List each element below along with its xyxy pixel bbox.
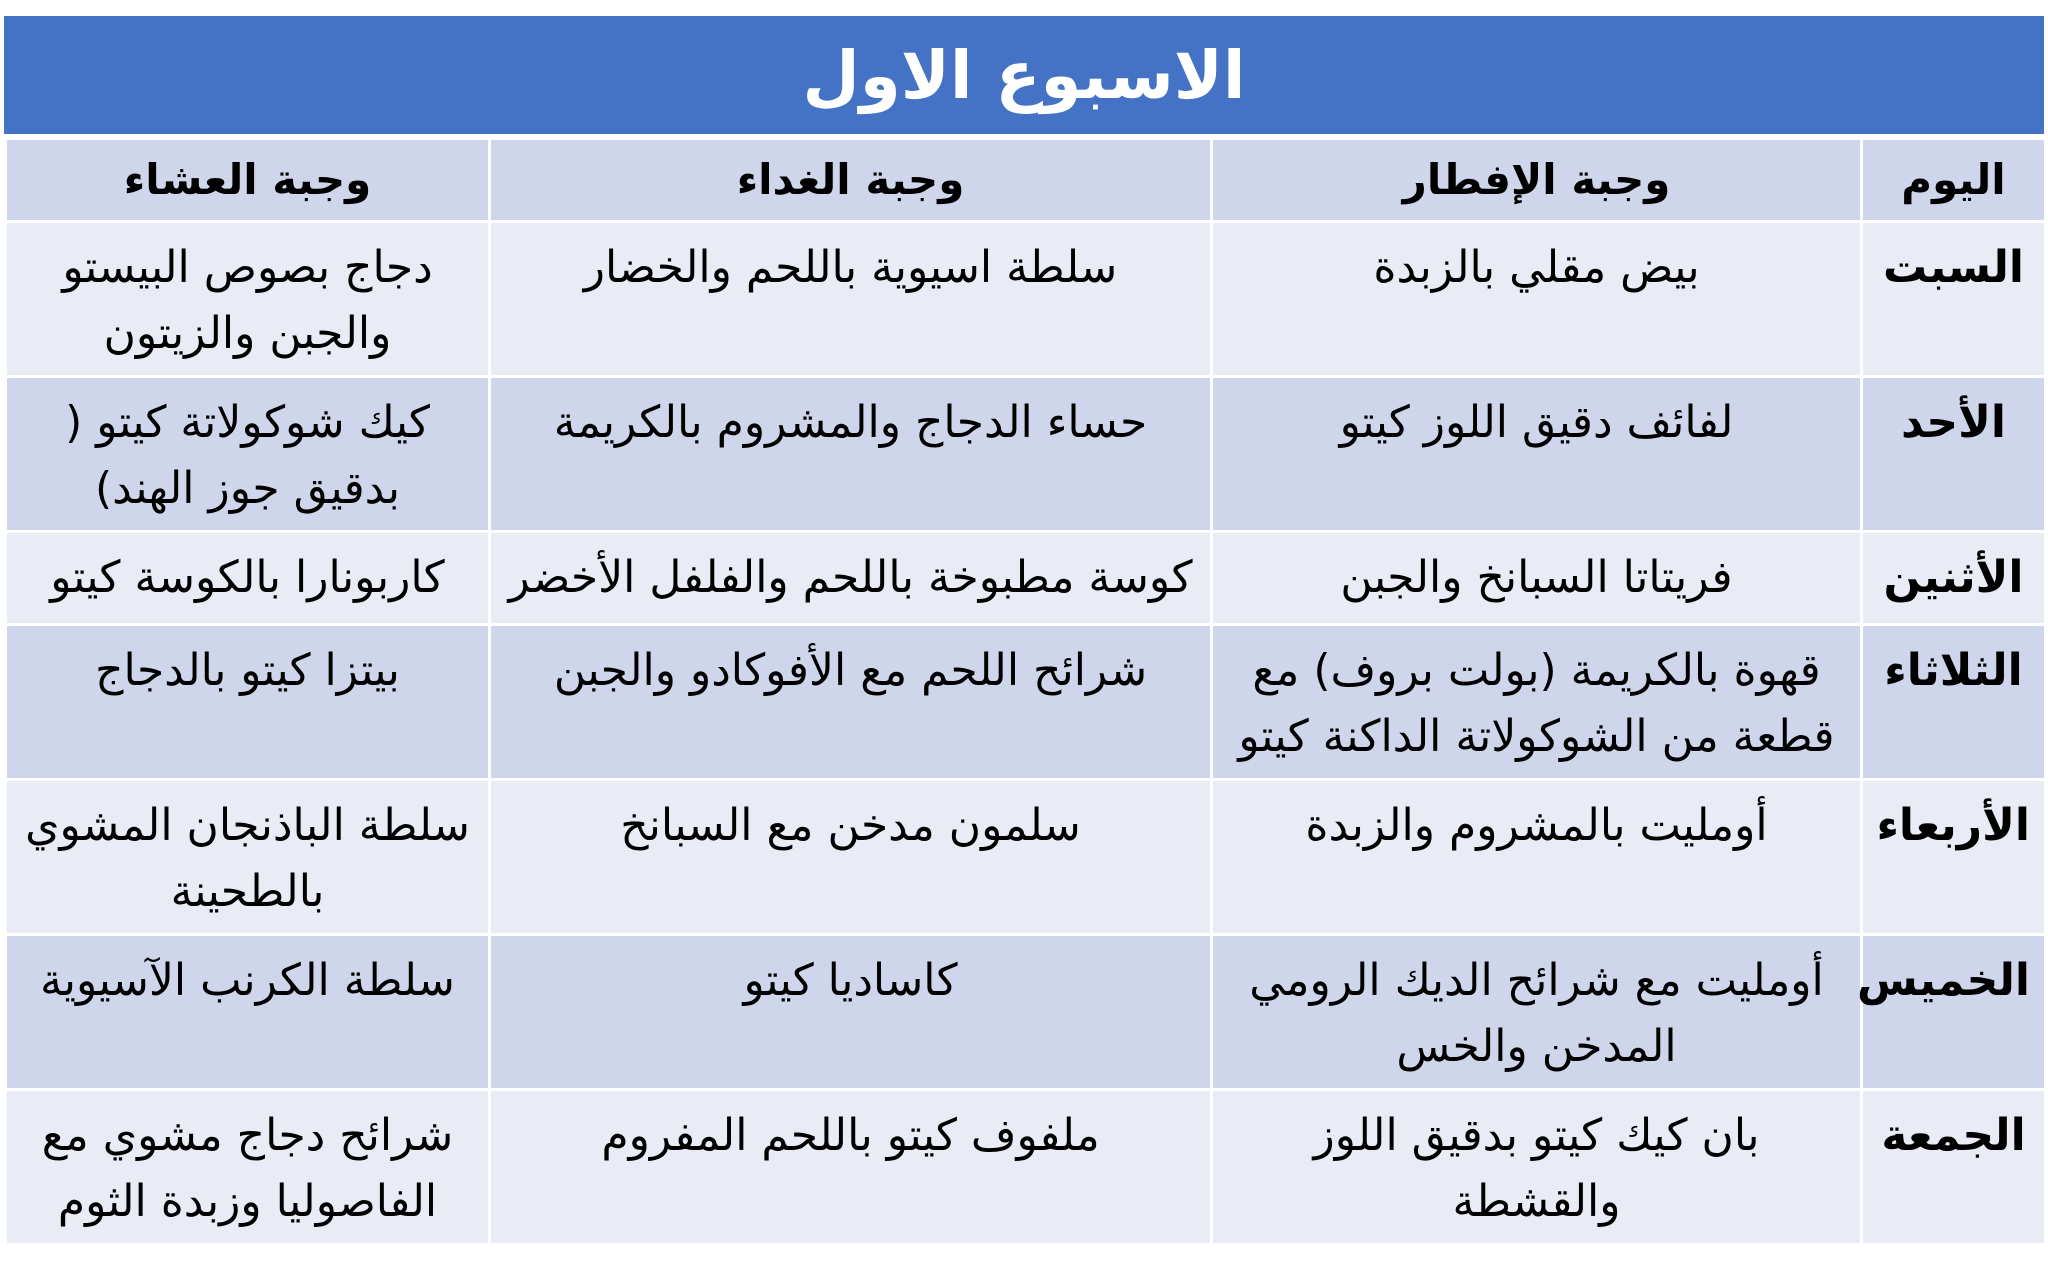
meal-plan — [4, 16, 2044, 1246]
lunch-cell: سلمون مدخن مع السبانخ — [490, 780, 1212, 935]
lunch-cell: ملفوف كيتو باللحم المفروم — [490, 1090, 1212, 1245]
breakfast-cell: فريتاتا السبانخ والجبن — [1212, 532, 1862, 625]
breakfast-cell: أومليت بالمشروم والزبدة — [1212, 780, 1862, 935]
day-cell: الأحد — [1862, 377, 2046, 532]
header-breakfast: وجبة الإفطار — [1212, 139, 1862, 222]
day-cell: الجمعة — [1862, 1090, 2046, 1245]
table-row — [6, 1090, 2046, 1245]
header-day: اليوم — [1862, 139, 2046, 222]
day-cell: الأربعاء — [1862, 780, 2046, 935]
table-row — [6, 780, 2046, 935]
dinner-cell: سلطة الكرنب الآسيوية — [6, 935, 490, 1090]
table-row — [6, 532, 2046, 625]
header-lunch: وجبة الغداء — [490, 139, 1212, 222]
dinner-cell: كيك شوكولاتة كيتو ( بدقيق جوز الهند) — [6, 377, 490, 532]
breakfast-cell: لفائف دقيق اللوز كيتو — [1212, 377, 1862, 532]
lunch-cell: حساء الدجاج والمشروم بالكريمة — [490, 377, 1212, 532]
day-cell: الأثنين — [1862, 532, 2046, 625]
lunch-cell: سلطة اسيوية باللحم والخضار — [490, 222, 1212, 377]
dinner-cell: شرائح دجاج مشوي مع الفاصوليا وزبدة الثوم — [6, 1090, 490, 1245]
header-dinner: وجبة العشاء — [6, 139, 490, 222]
lunch-cell: شرائح اللحم مع الأفوكادو والجبن — [490, 625, 1212, 780]
breakfast-cell: بيض مقلي بالزبدة — [1212, 222, 1862, 377]
table-row — [6, 377, 2046, 532]
breakfast-cell: قهوة بالكريمة (بولت بروف) مع قطعة من الشوكولاتة الداكنة كيتو — [1212, 625, 1862, 780]
day-cell: الثلاثاء — [1862, 625, 2046, 780]
meal-table — [4, 137, 2047, 1246]
dinner-cell: بيتزا كيتو بالدجاج — [6, 625, 490, 780]
dinner-cell: كاربونارا بالكوسة كيتو — [6, 532, 490, 625]
breakfast-cell: أومليت مع شرائح الديك الرومي المدخن والخس — [1212, 935, 1862, 1090]
breakfast-cell: بان كيك كيتو بدقيق اللوز والقشطة — [1212, 1090, 1862, 1245]
page-title: الاسبوع الاول — [4, 16, 2044, 137]
day-cell: الخميس — [1862, 935, 2046, 1090]
table-row — [6, 625, 2046, 780]
header-row — [6, 139, 2046, 222]
day-cell: السبت — [1862, 222, 2046, 377]
table-row — [6, 222, 2046, 377]
dinner-cell: دجاج بصوص البيستو والجبن والزيتون — [6, 222, 490, 377]
table-row — [6, 935, 2046, 1090]
dinner-cell: سلطة الباذنجان المشوي بالطحينة — [6, 780, 490, 935]
lunch-cell: كوسة مطبوخة باللحم والفلفل الأخضر — [490, 532, 1212, 625]
lunch-cell: كاساديا كيتو — [490, 935, 1212, 1090]
